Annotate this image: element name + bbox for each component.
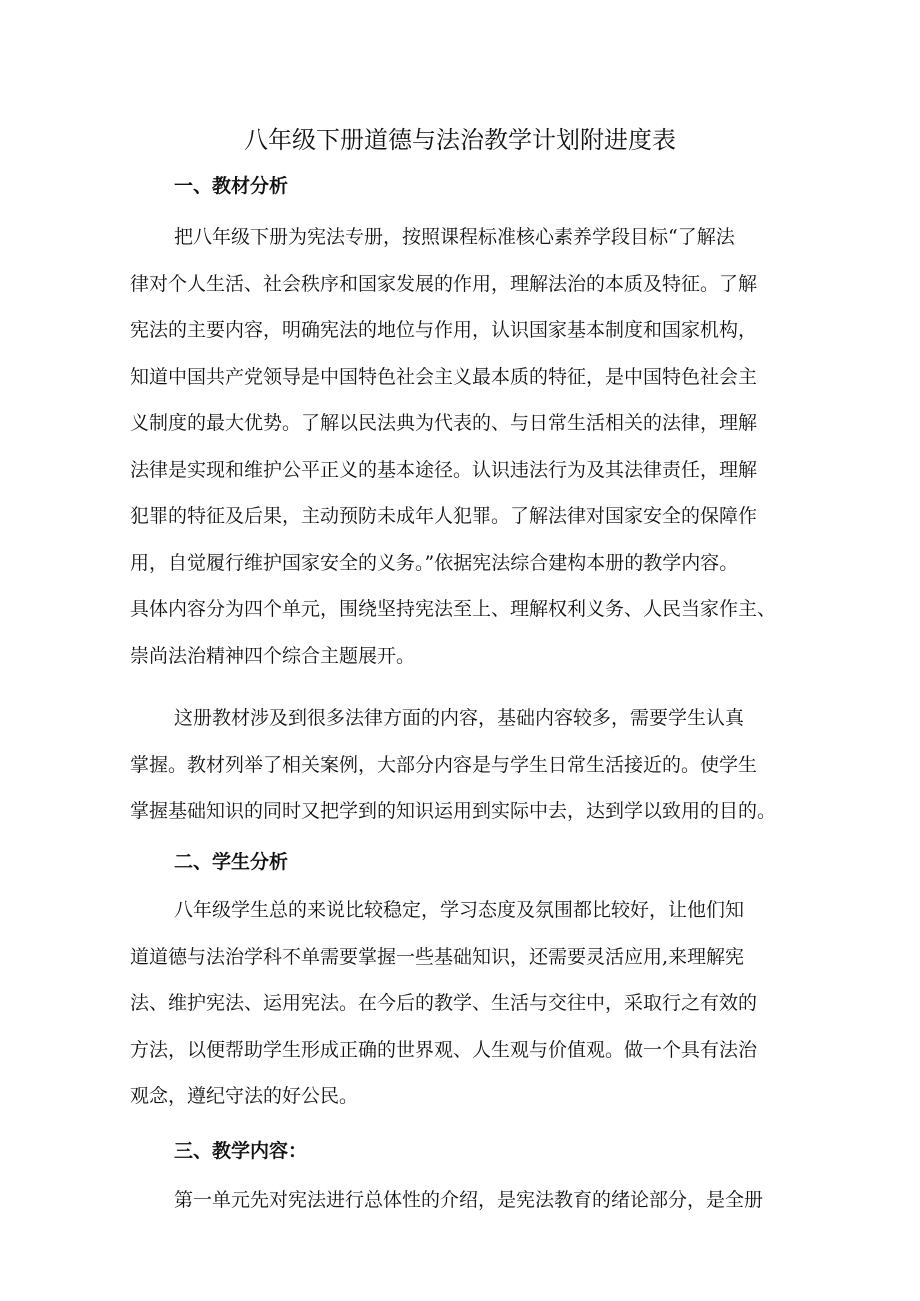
text-line: 观念，遵纪守法的好公民。	[130, 1085, 359, 1107]
text-line: 犯罪的特征及后果，主动预防未成年人犯罪。了解法律对国家安全的保障作	[130, 505, 758, 527]
text-line: 具体内容分为四个单元，围绕坚持宪法至上、理解权利义务、人民当家作主、	[130, 598, 777, 620]
text-line: 律对个人生活、社会秩序和国家发展的作用，理解法治的本质及特征。了解	[130, 272, 758, 295]
text-line: 宪法的主要内容，明确宪法的地位与作用，认识国家基本制度和国家机构，	[130, 319, 758, 341]
document-title: 八年级下册道德与法治教学计划附进度表	[244, 126, 676, 154]
section-heading-textbook-analysis: 一、教材分析	[174, 175, 289, 197]
text-line: 方法，以便帮助学生形成正确的世界观、人生观与价值观。做一个具有法治	[130, 1038, 758, 1061]
text-line: 这册教材涉及到很多法律方面的内容，基础内容较多，需要学生认真	[174, 707, 745, 729]
paragraph-textbook-analysis-1	[130, 214, 790, 679]
text-line: 八年级学生总的来说比较稳定，学习态度及氛围都比较好，让他们知	[174, 899, 745, 921]
paragraph-textbook-analysis-2	[130, 695, 790, 835]
text-line: 用，自觉履行维护国家安全的义务。”依据宪法综合建构本册的教学内容。	[130, 551, 739, 574]
text-line: 第一单元先对宪法进行总体性的介绍，是宪法教育的绪论部分，是全册	[174, 1189, 764, 1211]
paragraph-student-analysis	[130, 887, 790, 1120]
section-heading-student-analysis: 二、学生分析	[174, 851, 289, 873]
text-line: 法、维护宪法、运用宪法。在今后的教学、生活与交往中，采取行之有效的	[130, 992, 758, 1014]
text-line: 掌握。教材列举了相关案例，大部分内容是与学生日常生活接近的。使学生	[130, 753, 758, 776]
text-line: 崇尚法治精神四个综合主题展开。	[130, 644, 416, 667]
text-line: 法律是实现和维护公平正义的基本途径。认识违法行为及其法律责任，理解	[130, 458, 758, 481]
text-line: 道道德与法治学科不单需要掌握一些基础知识，还需要灵活应用,来理解宪	[130, 945, 745, 968]
text-line: 知道中国共产党领导是中国特色社会主义最本质的特征，是中国特色社会主	[130, 365, 758, 388]
paragraph-teaching-content	[130, 1177, 790, 1224]
text-line: 义制度的最大优势。了解以民法典为代表的、与日常生活相关的法律，理解	[130, 412, 758, 434]
section-heading-teaching-content: 三、教学内容：	[174, 1140, 308, 1162]
text-line: 掌握基础知识的同时又把学到的知识运用到实际中去，达到学以致用的目的。	[130, 800, 777, 822]
text-line: 把八年级下册为宪法专册，按照课程标准核心素养学段目标“了解法	[174, 226, 735, 248]
